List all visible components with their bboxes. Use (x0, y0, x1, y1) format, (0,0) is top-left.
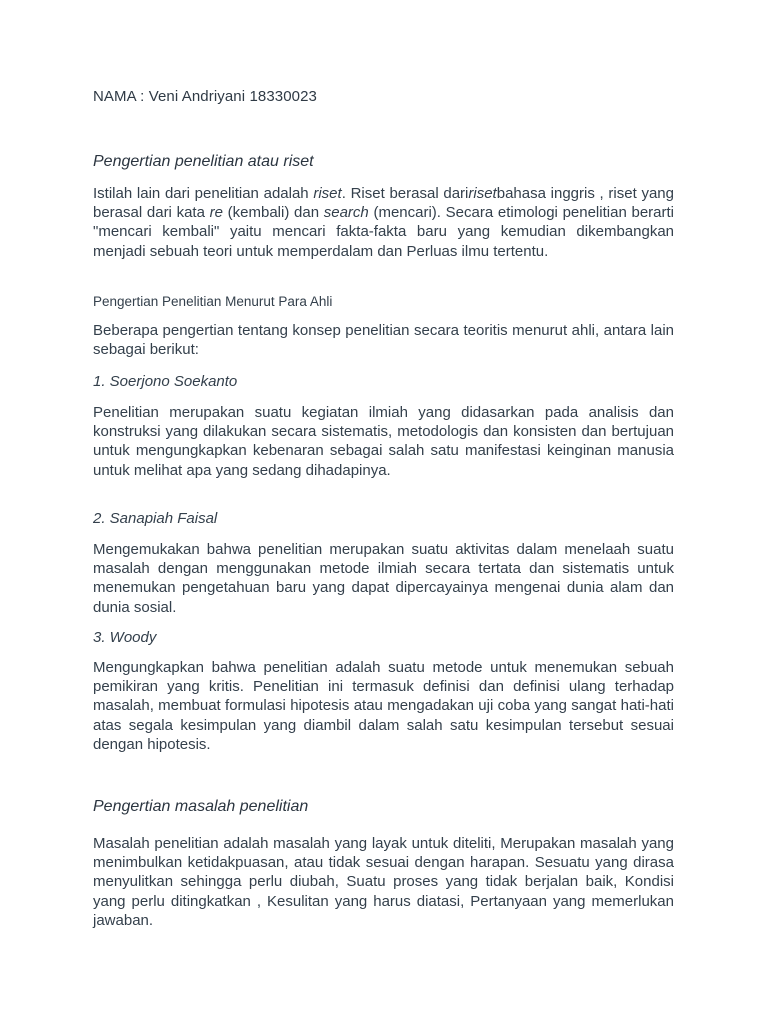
intro-italic-riset-2: riset (468, 185, 497, 202)
intro-text-2: . Riset berasal dari (341, 185, 469, 202)
student-name-line: NAMA : Veni Andriyani 18330023 (93, 88, 317, 105)
expert-text-3: Mengungkapkan bahwa penelitian adalah suatu metode untuk menemukan sebuah pemikiran yang kritis. Penelitian ini termasuk definisi dan definisi ulang terhadap masalah, membuat formulasi hipotesis atau mengadakan uji coba yang sangat hati-hati atas segala kesimpulan yang diambil dalam salah satu kesimpulan tersebut sesuai dengan hipotesis. (93, 659, 674, 753)
intro-text-4: (kembali) dan (222, 204, 324, 222)
intro-paragraph (93, 184, 674, 261)
research-problem-paragraph: Masalah penelitian adalah masalah yang layak untuk diteliti, Merupakan masalah yang menimbulkan ketidakpuasan, atau tidak sesuai dengan harapan. Sesuatu yang dirasa menyulitkan sehingga perlu diubah, Suatu proses yang tidak berjalan baik, Kondisi yang perlu ditingkatkan , Kesulitan yang harus diatasi, Pertanyaan yang memerlukan jawaban. (93, 835, 674, 929)
expert-name-1: 1. Soerjono Soekanto (93, 373, 238, 390)
experts-intro-paragraph: Beberapa pengertian tentang konsep penelitian secara teoritis menurut ahli, antara lain sebagai berikut: (93, 322, 674, 359)
section-title-research-definition: Pengertian penelitian atau riset (93, 153, 314, 170)
intro-italic-riset-1: riset (313, 185, 342, 202)
intro-text-5: (mencari). Secara etimologi penelitian berarti "mencari kembali" yaitu mencari fakta-fakta baru yang kemudian dikembangkan menjadi sebuah teori untuk memperdalam dan Perluas ilmu tertentu. (93, 204, 674, 260)
expert-text-2: Mengemukakan bahwa penelitian merupakan suatu aktivitas dalam menelaah suatu masalah dengan menggunakan metode ilmiah secara tertata dan sistematis untuk menemukan pengetahuan baru yang dapat dipercayainya mengenai dunia alam dan dunia sosial. (93, 541, 674, 616)
section-title-research-problem: Pengertian masalah penelitian (93, 798, 309, 815)
expert-text-1: Penelitian merupakan suatu kegiatan ilmiah yang didasarkan pada analisis dan konstruksi yang dilakukan secara sistematis, metodologis dan konsisten dan bertujuan untuk mengungkapkan kebenaran sebagai salah satu manifestasi keinginan manusia untuk melihat apa yang sedang dihadapinya. (93, 404, 674, 479)
expert-name-2: 2. Sanapiah Faisal (93, 510, 218, 527)
experts-heading: Pengertian Penelitian Menurut Para Ahli (93, 294, 333, 309)
expert-name-3: 3. Woody (93, 629, 157, 646)
intro-text-3: bahasa inggris , riset yang berasal dari kata (93, 185, 674, 222)
intro-italic-search: search (323, 204, 369, 222)
intro-italic-re: re (209, 204, 223, 222)
intro-text-1: Istilah lain dari penelitian adalah (93, 185, 314, 202)
